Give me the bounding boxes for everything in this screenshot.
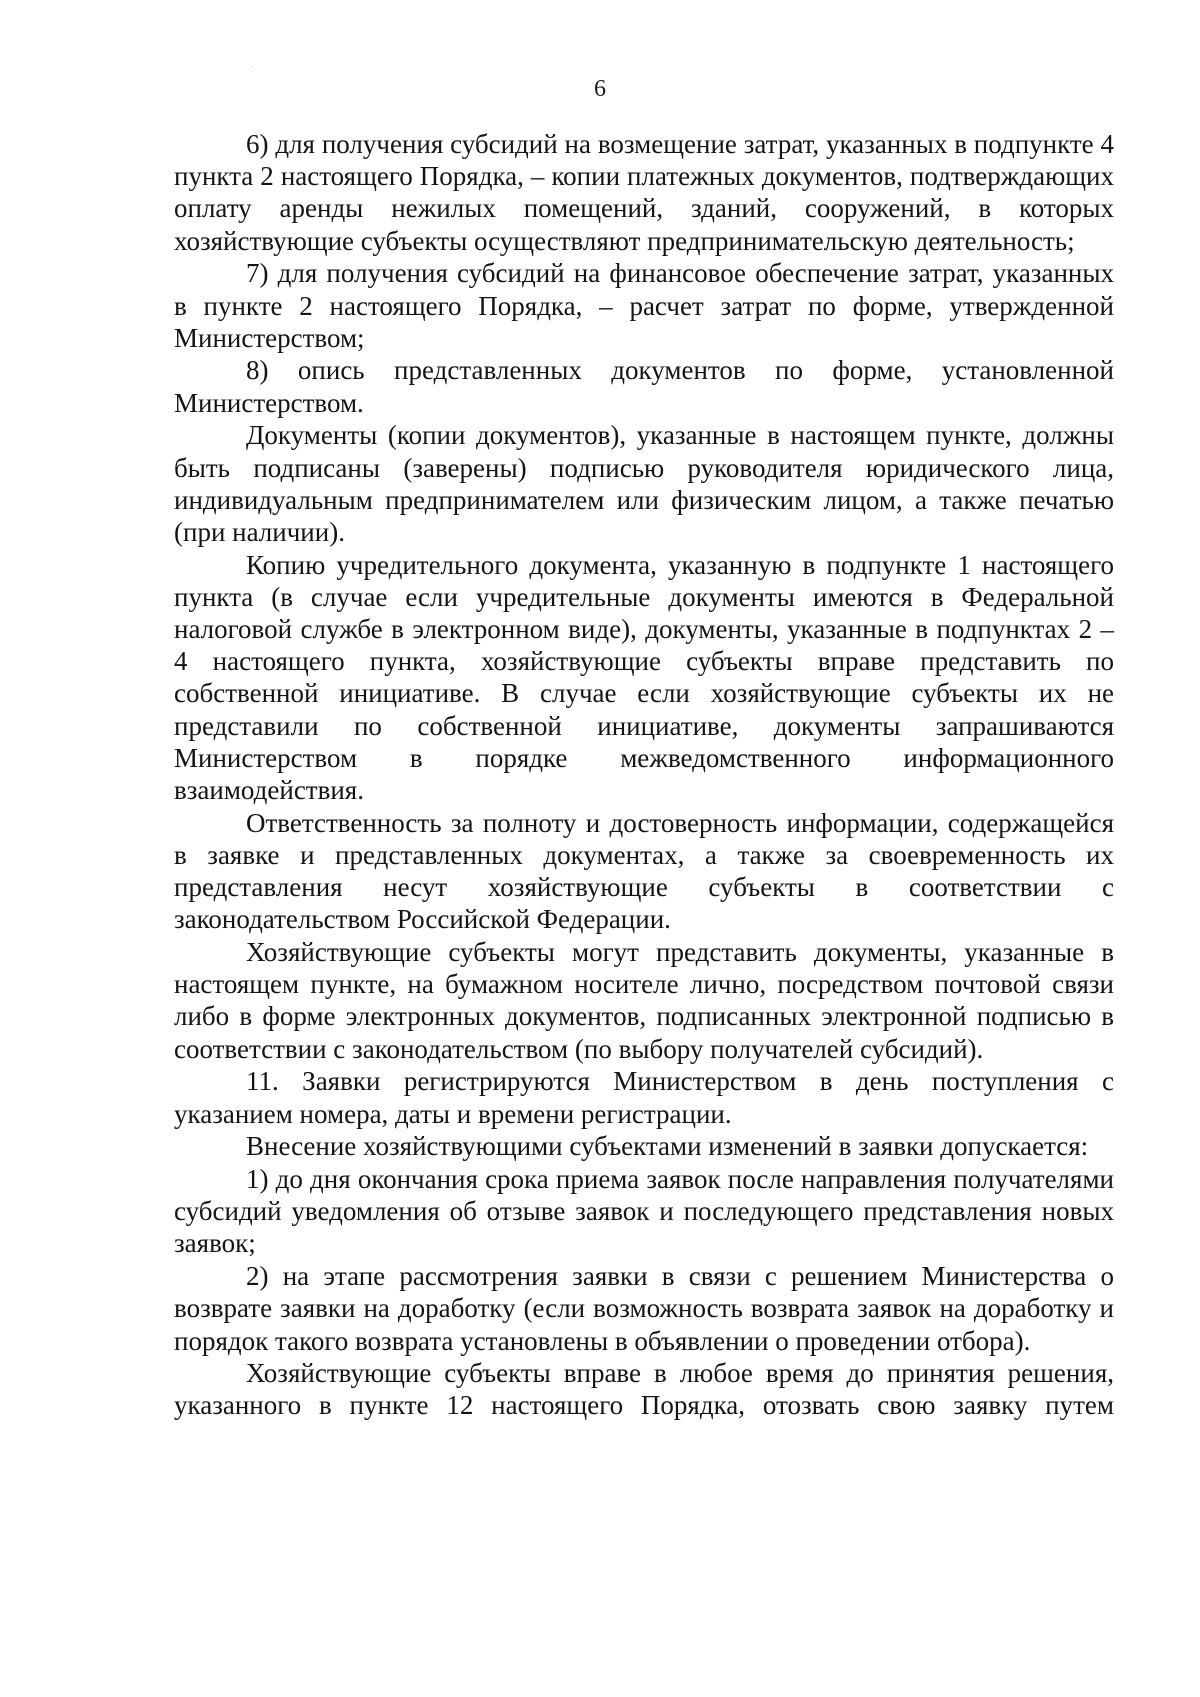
paragraph-amendment-1: 1) до дня окончания срока приема заявок после направления получателями субсидий уведомления об отзыве заявок и последующего представления новых заявок;: [174, 1164, 1114, 1259]
paragraph-documents-signing: Документы (копии документов), указанные в настоящем пункте, должны быть подписаны (заверены) подписью руководителя юридического лица, индивидуальным предпринимателем или физическим лицом, а также печатью (при наличии).: [174, 420, 1114, 547]
paragraph-amendments-intro: Внесение хозяйствующими субъектами изменений в заявки допускается:: [246, 1131, 1089, 1162]
paragraph-withdrawal: Хозяйствующие субъекты вправе в любое время до принятия решения, указанного в пункте 12 настоящего Порядка, отозвать свою заявку путем: [174, 1358, 1114, 1421]
paragraph-subitem-7: 7) для получения субсидий на финансовое обеспечение затрат, указанных в пункте 2 настоящего Порядка, – расчет затрат по форме, утвержденной Министерством;: [174, 258, 1114, 353]
paragraph-responsibility: Ответственность за полноту и достоверность информации, содержащейся в заявке и представленных документах, а также за своевременность их представления несут хозяйствующие субъекты в соответствии с законодательством Российской Федерации.: [174, 807, 1114, 935]
paragraph-submission-methods: Хозяйствующие субъекты могут представить документы, указанные в настоящем пункте, на бумажном носителе лично, посредством почтовой связи либо в форме электронных документов, подписанных электронной подписью в соответствии с законодательством (по выбору получателей субсидий).: [174, 937, 1114, 1064]
document-body: [174, 128, 1114, 1422]
paragraph-item-11: 11. Заявки регистрируются Министерством в день поступления с указанием номера, даты и времени регистрации.: [174, 1066, 1114, 1129]
scan-artifact: [252, 66, 253, 67]
paragraph-own-initiative: Копию учредительного документа, указанную в подпункте 1 настоящего пункта (в случае если учредительные документы имеются в Федеральной налоговой службе в электронном виде), документы, указанные в подпунктах 2 – 4 настоящего пункта, хозяйствующие субъекты вправе представить по собственной инициативе. В случае если хозяйствующие субъекты их не представили по собственной инициативе, документы запрашиваются Министерством в порядке межведомственного информационного взаимодействия.: [174, 549, 1114, 806]
paragraph-subitem-6: 6) для получения субсидий на возмещение затрат, указанных в подпункте 4 пункта 2 настоящего Порядка, – копии платежных документов, подтверждающих оплату аренды нежилых помещений, зданий, сооружений, в которых хозяйствующие субъекты осуществляют предпринимательскую деятельность;: [174, 129, 1114, 256]
paragraph-amendment-2: 2) на этапе рассмотрения заявки в связи с решением Министерства о возврате заявки на доработку (если возможность возврата заявок на доработку и порядок такого возврата установлены в объявлении о проведении отбора).: [174, 1261, 1114, 1356]
page-number: 6: [594, 76, 606, 102]
paragraph-subitem-8: 8) опись представленных документов по форме, установленной Министерством.: [174, 355, 1114, 418]
